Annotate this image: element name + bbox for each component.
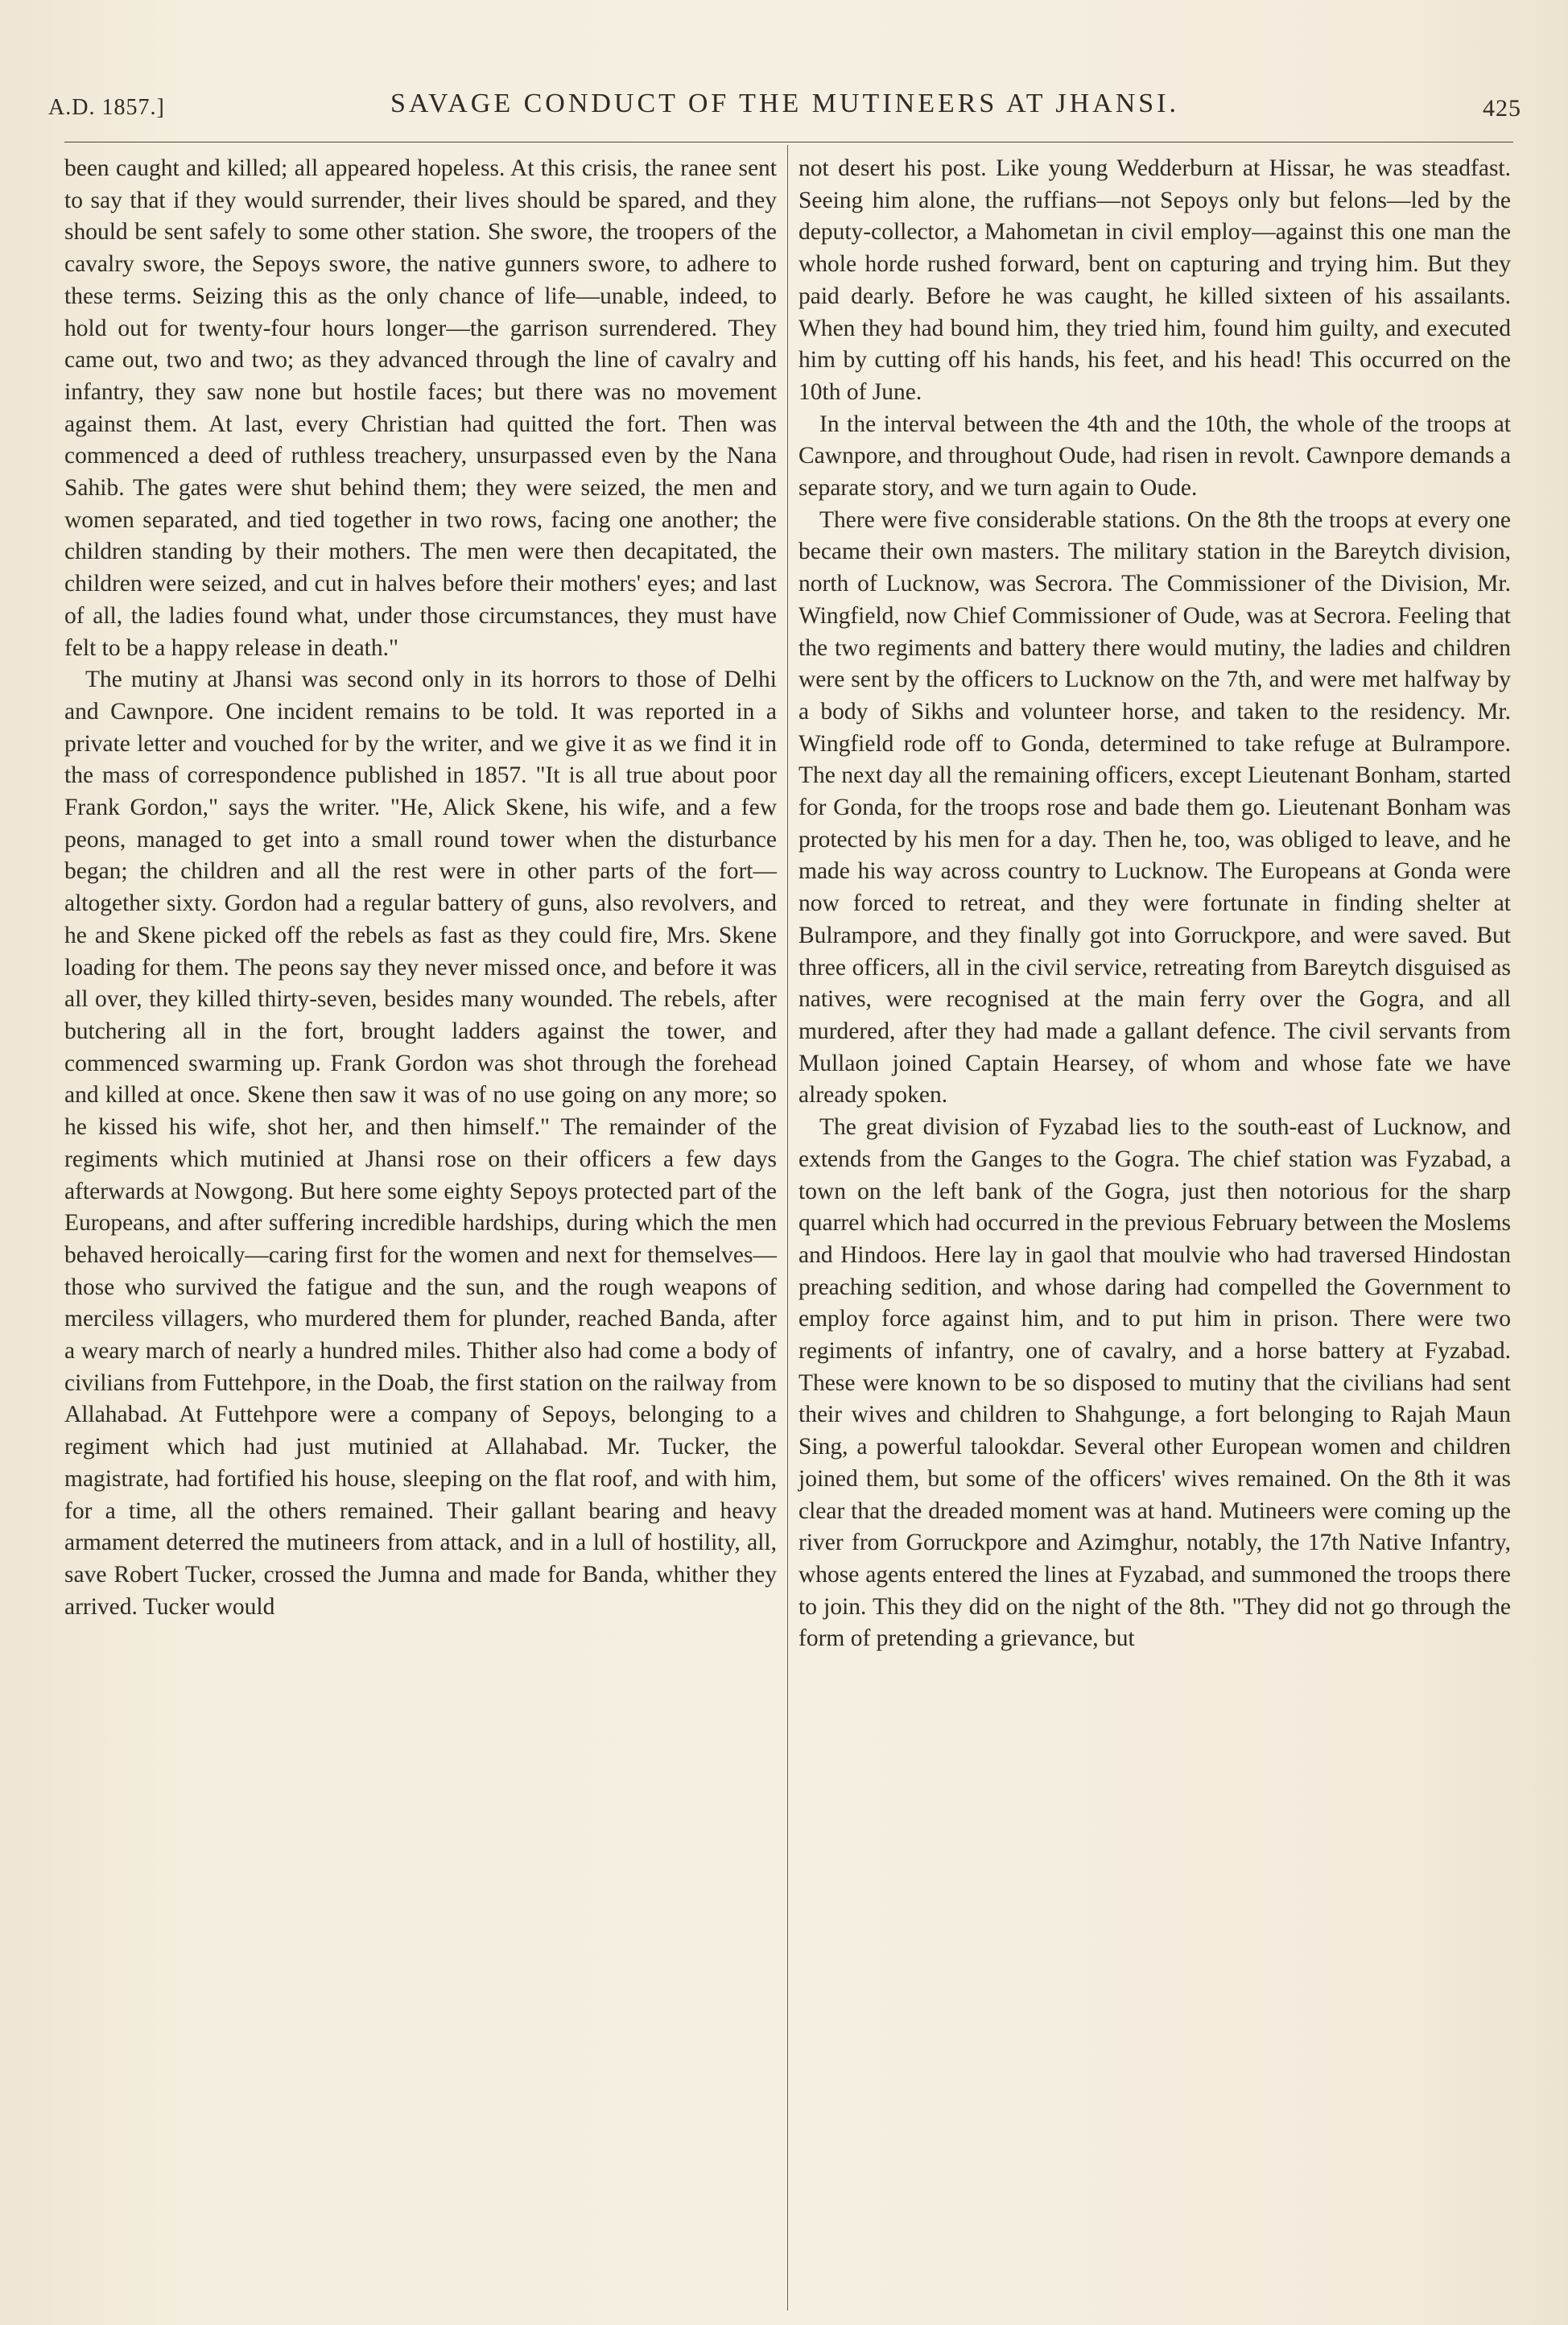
running-header: [48, 89, 1521, 132]
column-divider: [787, 145, 788, 2311]
header-title: SAVAGE CONDUCT OF THE MUTINEERS AT JHANSI.: [390, 89, 1180, 118]
left-column: [64, 153, 777, 2166]
paragraph: In the interval between the 4th and the 10th, the whole of the troops at Cawnpore, and throughout Oude, had risen in revolt. Cawnpore demands a separate story, and we turn again to Oude.: [798, 411, 1511, 502]
paragraph: There were five considerable stations. On the 8th the troops at every one became their own masters. The military station in the Bareytch division, north of Lucknow, was Secrora. The Commissioner of the Division, Mr. Wingfield, now Chief Commissioner of Oude, was at Secrora. Feeling that the two regiments and battery there would mutiny, the ladies and children were sent by the officers to Lucknow on the 7th, and were met halfway by a body of Sikhs and volunteer horse, and taken to the residency. Mr. Wingfield rode off to Gonda, determined to take refuge at Bulrampore. The next day all the remaining officers, except Lieutenant Bonham, started for Gonda, for the troops rose and bade them go. Lieutenant Bonham was protected by his men for a day. Then he, too, was obliged to leave, and he made his way across country to Lucknow. The Europeans at Gonda were now forced to retreat, and they were fortunate in finding shelter at Bulrampore, and they finally got into Gorruckpore, and were saved. But three officers, all in the civil service, retreating from Bareytch disguised as natives, were recognised at the main ferry over the Gogra, and all murdered, after they had made a gallant defence. The civil servants from Mullaon joined Captain Hearsey, of whom and whose fate we have already spoken.: [798, 506, 1511, 1109]
right-column: [798, 153, 1511, 2166]
page-number: 425: [1483, 95, 1521, 122]
paragraph: not desert his post. Like young Wedderburn at Hissar, he was steadfast. Seeing him alone, the ruffians—not Sepoys only but felons—led by the deputy-collector, a Mahometan in civil employ—against this one man the whole horde rushed forward, bent on capturing and trying him. But they paid dearly. Before he was caught, he killed sixteen of his assailants. When they had bound him, they tried him, found him guilty, and executed him by cutting off his hands, his feet, and his head! This occurred on the 10th of June.: [798, 155, 1511, 405]
paragraph: The mutiny at Jhansi was second only in its horrors to those of Delhi and Cawnpore. One incident remains to be told. It was reported in a private letter and vouched for by the writer, and we give it as we find it in the mass of correspondence published in 1857. "It is all true about poor Frank Gordon," says the writer. "He, Alick Skene, his wife, and a few peons, managed to get into a small round tower when the disturbance began; the children and all the rest were in other parts of the fort—altogether sixty. Gordon had a regular battery of guns, also revolvers, and he and Skene picked off the rebels as fast as they could fire, Mrs. Skene loading for them. The peons say they never missed once, and before it was all over, they killed thirty-seven, besides many wounded. The rebels, after butchering all in the fort, brought ladders against the tower, and commenced swarming up. Frank Gordon was shot through the forehead and killed at once. Skene then saw it was of no use going on any more; so he kissed his wife, shot her, and then himself." The remainder of the regiments which mutinied at Jhansi rose on their officers a few days afterwards at Nowgong. But here some eighty Sepoys protected part of the Europeans, and after suffering incredible hardships, during which the men behaved heroically—caring first for the women and next for themselves—those who survived the fatigue and the sun, and the rough weapons of merciless villagers, who murdered them for plunder, reached Banda, after a weary march of nearly a hundred miles. Thither also had come a body of civilians from Futtehpore, in the Doab, the first station on the railway from Allahabad. At Futtehpore were a company of Sepoys, belonging to a regiment which had just mutinied at Allahabad. Mr. Tucker, the magistrate, had fortified his house, sleeping on the flat roof, and with him, for a time, all the others remained. Their gallant bearing and heavy armament deterred the mutineers from attack, and in a lull of hostility, all, save Robert Tucker, crossed the Jumna and made for Banda, whither they arrived. Tucker would: [64, 667, 777, 1620]
paragraph: been caught and killed; all appeared hopeless. At this crisis, the ranee sent to say that if they would surrender, their lives should be spared, and they should be sent safely to some other station. She swore, the troopers of the cavalry swore, the Sepoys swore, the native gunners swore, to adhere to these terms. Seizing this as the only chance of life—unable, indeed, to hold out for twenty-four hours longer—the garrison surrendered. They came out, two and two; as they advanced through the line of cavalry and infantry, they saw none but hostile faces; but there was no movement against them. At last, every Christian had quitted the fort. Then was commenced a deed of ruthless treachery, unsurpassed even by the Nana Sahib. The gates were shut behind them; they were seized, the men and women separated, and tied together in two rows, facing one another; the children standing by their mothers. The men were then decapitated, the children were seized, and cut in halves before their mothers' eyes; and last of all, the ladies found what, under those circumstances, they must have felt to be a happy release in death.": [64, 155, 777, 661]
paragraph: The great division of Fyzabad lies to the south-east of Lucknow, and extends from the Ganges to the Gogra. The chief station was Fyzabad, a town on the left bank of the Gogra, just then notorious for the sharp quarrel which had occurred in the previous February between the Moslems and Hindoos. Here lay in gaol that moulvie who had traversed Hindostan preaching sedition, and whose daring had compelled the Government to employ force against him, and to put him in prison. There were two regiments of infantry, one of cavalry, and a horse battery at Fyzabad. These were known to be so disposed to mutiny that the civilians had sent their wives and children to Shahgunge, a fort belonging to Rajah Maun Sing, a powerful talookdar. Several other European women and children joined them, but some of the officers' wives remained. On the 8th it was clear that the dreaded moment was at hand. Mutineers were coming up the river from Gorruckpore and Azimghur, notably, the 17th Native Infantry, whose agents entered the lines at Fyzabad, and summoned the troops there to join. This they did on the night of the 8th. "They did not go through the form of pretending a grievance, but: [798, 1114, 1511, 1652]
header-date: A.D. 1857.]: [48, 95, 165, 120]
